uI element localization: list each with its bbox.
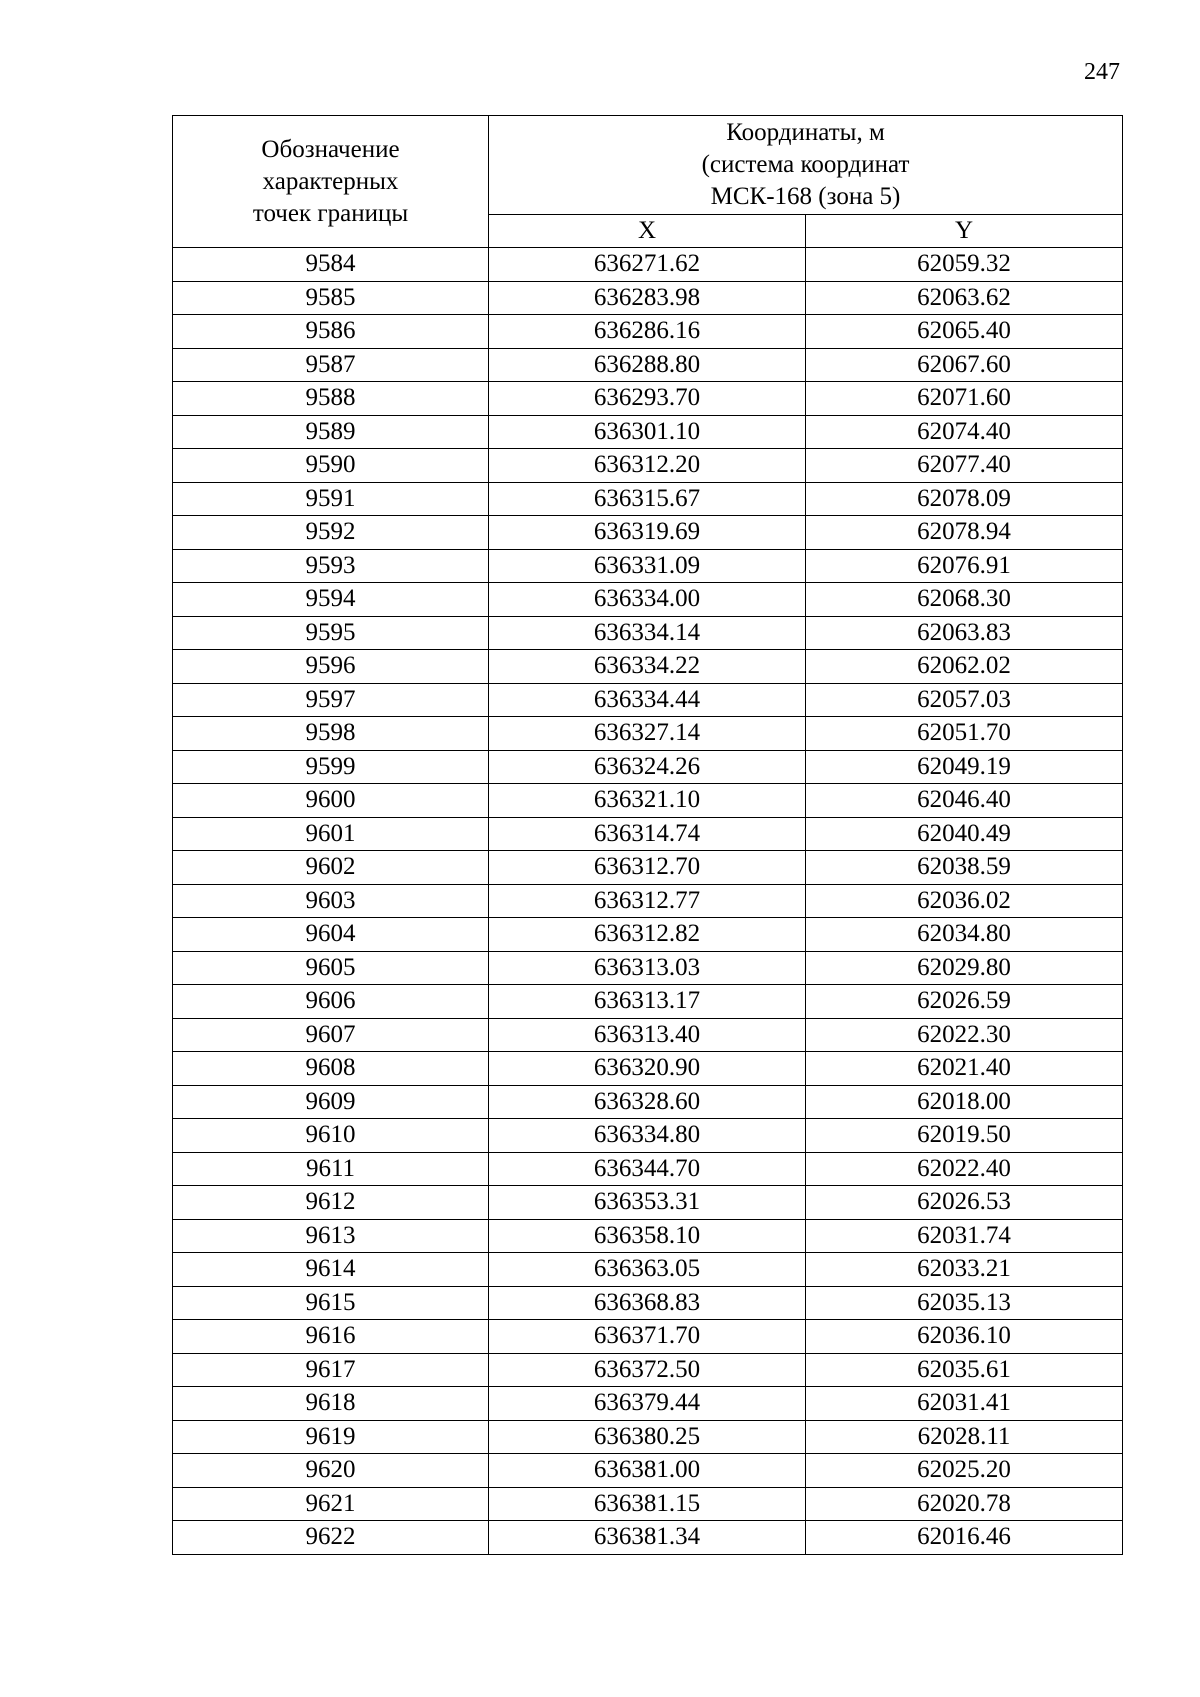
cell-point: 9609 (173, 1085, 489, 1119)
table-row (173, 281, 1123, 315)
cell-point: 9604 (173, 918, 489, 952)
cell-point: 9602 (173, 851, 489, 885)
header-point-designation (173, 116, 489, 248)
table-header (173, 116, 1123, 248)
cell-x: 636327.14 (489, 717, 806, 751)
table-row (173, 382, 1123, 416)
cell-y: 62031.74 (806, 1219, 1123, 1253)
cell-point: 9610 (173, 1119, 489, 1153)
cell-x: 636344.70 (489, 1152, 806, 1186)
header-x: X (489, 215, 806, 248)
cell-x: 636312.20 (489, 449, 806, 483)
cell-y: 62062.02 (806, 650, 1123, 684)
cell-y: 62035.61 (806, 1353, 1123, 1387)
cell-x: 636271.62 (489, 248, 806, 282)
table-body (173, 248, 1123, 1555)
table-row (173, 784, 1123, 818)
cell-point: 9615 (173, 1286, 489, 1320)
cell-point: 9587 (173, 348, 489, 382)
cell-point: 9612 (173, 1186, 489, 1220)
table-row (173, 1052, 1123, 1086)
cell-y: 62063.62 (806, 281, 1123, 315)
table-row (173, 1387, 1123, 1421)
table-row (173, 1521, 1123, 1555)
cell-x: 636381.00 (489, 1454, 806, 1488)
cell-y: 62046.40 (806, 784, 1123, 818)
table-row (173, 985, 1123, 1019)
table-row (173, 549, 1123, 583)
cell-point: 9593 (173, 549, 489, 583)
cell-y: 62036.02 (806, 884, 1123, 918)
cell-x: 636372.50 (489, 1353, 806, 1387)
cell-y: 62063.83 (806, 616, 1123, 650)
cell-x: 636334.80 (489, 1119, 806, 1153)
cell-point: 9586 (173, 315, 489, 349)
table-row (173, 348, 1123, 382)
cell-x: 636319.69 (489, 516, 806, 550)
coordinates-table (172, 115, 1123, 1555)
table-row (173, 1420, 1123, 1454)
table-row (173, 1286, 1123, 1320)
cell-point: 9588 (173, 382, 489, 416)
cell-x: 636328.60 (489, 1085, 806, 1119)
cell-y: 62071.60 (806, 382, 1123, 416)
table-row (173, 1253, 1123, 1287)
table-row (173, 650, 1123, 684)
cell-point: 9608 (173, 1052, 489, 1086)
header-coordinates (489, 116, 1123, 215)
table-row (173, 449, 1123, 483)
table-row (173, 583, 1123, 617)
cell-x: 636334.00 (489, 583, 806, 617)
cell-y: 62025.20 (806, 1454, 1123, 1488)
table-row (173, 415, 1123, 449)
header-designation-line: точек границы (252, 199, 409, 227)
cell-y: 62026.59 (806, 985, 1123, 1019)
table-row (173, 1186, 1123, 1220)
cell-x: 636312.82 (489, 918, 806, 952)
table-row (173, 1487, 1123, 1521)
cell-y: 62051.70 (806, 717, 1123, 751)
table-row (173, 851, 1123, 885)
cell-x: 636288.80 (489, 348, 806, 382)
cell-point: 9596 (173, 650, 489, 684)
table-row (173, 1353, 1123, 1387)
cell-x: 636314.74 (489, 817, 806, 851)
cell-point: 9621 (173, 1487, 489, 1521)
table-row (173, 1320, 1123, 1354)
cell-y: 62031.41 (806, 1387, 1123, 1421)
cell-y: 62026.53 (806, 1186, 1123, 1220)
cell-x: 636334.44 (489, 683, 806, 717)
cell-point: 9603 (173, 884, 489, 918)
cell-x: 636313.03 (489, 951, 806, 985)
cell-x: 636301.10 (489, 415, 806, 449)
table-row (173, 1119, 1123, 1153)
cell-y: 62034.80 (806, 918, 1123, 952)
cell-x: 636334.22 (489, 650, 806, 684)
cell-point: 9585 (173, 281, 489, 315)
cell-y: 62065.40 (806, 315, 1123, 349)
cell-point: 9597 (173, 683, 489, 717)
cell-y: 62019.50 (806, 1119, 1123, 1153)
cell-y: 62049.19 (806, 750, 1123, 784)
cell-x: 636381.15 (489, 1487, 806, 1521)
cell-y: 62016.46 (806, 1521, 1123, 1555)
cell-x: 636313.17 (489, 985, 806, 1019)
cell-point: 9619 (173, 1420, 489, 1454)
cell-point: 9613 (173, 1219, 489, 1253)
header-y: Y (806, 215, 1123, 248)
cell-x: 636321.10 (489, 784, 806, 818)
cell-point: 9611 (173, 1152, 489, 1186)
table-row (173, 616, 1123, 650)
cell-x: 636379.44 (489, 1387, 806, 1421)
table-row (173, 315, 1123, 349)
table-row (173, 817, 1123, 851)
cell-x: 636312.77 (489, 884, 806, 918)
table-row (173, 1454, 1123, 1488)
cell-x: 636331.09 (489, 549, 806, 583)
cell-point: 9617 (173, 1353, 489, 1387)
cell-point: 9600 (173, 784, 489, 818)
cell-x: 636358.10 (489, 1219, 806, 1253)
cell-x: 636363.05 (489, 1253, 806, 1287)
table-row (173, 750, 1123, 784)
page-number: 247 (1084, 59, 1120, 85)
cell-point: 9620 (173, 1454, 489, 1488)
table-row (173, 1085, 1123, 1119)
cell-y: 62078.94 (806, 516, 1123, 550)
cell-point: 9616 (173, 1320, 489, 1354)
cell-point: 9584 (173, 248, 489, 282)
cell-point: 9605 (173, 951, 489, 985)
header-designation-line: Обозначение (261, 135, 400, 163)
cell-point: 9589 (173, 415, 489, 449)
cell-y: 62077.40 (806, 449, 1123, 483)
cell-x: 636353.31 (489, 1186, 806, 1220)
cell-x: 636315.67 (489, 482, 806, 516)
cell-point: 9594 (173, 583, 489, 617)
cell-point: 9601 (173, 817, 489, 851)
cell-y: 62028.11 (806, 1420, 1123, 1454)
cell-x: 636381.34 (489, 1521, 806, 1555)
header-designation-line: характерных (262, 167, 399, 195)
cell-y: 62033.21 (806, 1253, 1123, 1287)
cell-x: 636380.25 (489, 1420, 806, 1454)
cell-point: 9618 (173, 1387, 489, 1421)
cell-point: 9599 (173, 750, 489, 784)
table-row (173, 482, 1123, 516)
cell-x: 636313.40 (489, 1018, 806, 1052)
cell-y: 62038.59 (806, 851, 1123, 885)
cell-y: 62068.30 (806, 583, 1123, 617)
cell-x: 636368.83 (489, 1286, 806, 1320)
cell-y: 62021.40 (806, 1052, 1123, 1086)
header-coords-line: (система координат (701, 151, 910, 178)
cell-point: 9592 (173, 516, 489, 550)
cell-x: 636371.70 (489, 1320, 806, 1354)
cell-point: 9614 (173, 1253, 489, 1287)
table-row (173, 1219, 1123, 1253)
table-row (173, 951, 1123, 985)
header-coords-line: Координаты, м (726, 119, 885, 146)
cell-y: 62078.09 (806, 482, 1123, 516)
table-row (173, 884, 1123, 918)
table-row (173, 918, 1123, 952)
cell-x: 636334.14 (489, 616, 806, 650)
cell-y: 62074.40 (806, 415, 1123, 449)
table-row (173, 1152, 1123, 1186)
cell-y: 62036.10 (806, 1320, 1123, 1354)
cell-x: 636324.26 (489, 750, 806, 784)
cell-x: 636293.70 (489, 382, 806, 416)
cell-y: 62059.32 (806, 248, 1123, 282)
cell-x: 636320.90 (489, 1052, 806, 1086)
table-row (173, 248, 1123, 282)
cell-y: 62035.13 (806, 1286, 1123, 1320)
cell-point: 9595 (173, 616, 489, 650)
cell-x: 636286.16 (489, 315, 806, 349)
cell-y: 62020.78 (806, 1487, 1123, 1521)
table-row (173, 1018, 1123, 1052)
cell-point: 9598 (173, 717, 489, 751)
cell-y: 62057.03 (806, 683, 1123, 717)
cell-point: 9607 (173, 1018, 489, 1052)
cell-point: 9622 (173, 1521, 489, 1555)
cell-y: 62022.40 (806, 1152, 1123, 1186)
table-row (173, 717, 1123, 751)
cell-y: 62018.00 (806, 1085, 1123, 1119)
cell-point: 9591 (173, 482, 489, 516)
cell-point: 9606 (173, 985, 489, 1019)
table-row (173, 516, 1123, 550)
cell-x: 636312.70 (489, 851, 806, 885)
cell-y: 62022.30 (806, 1018, 1123, 1052)
cell-y: 62067.60 (806, 348, 1123, 382)
cell-x: 636283.98 (489, 281, 806, 315)
header-coords-line: МСК-168 (зона 5) (710, 183, 901, 210)
cell-y: 62076.91 (806, 549, 1123, 583)
cell-y: 62029.80 (806, 951, 1123, 985)
cell-point: 9590 (173, 449, 489, 483)
cell-y: 62040.49 (806, 817, 1123, 851)
table-row (173, 683, 1123, 717)
